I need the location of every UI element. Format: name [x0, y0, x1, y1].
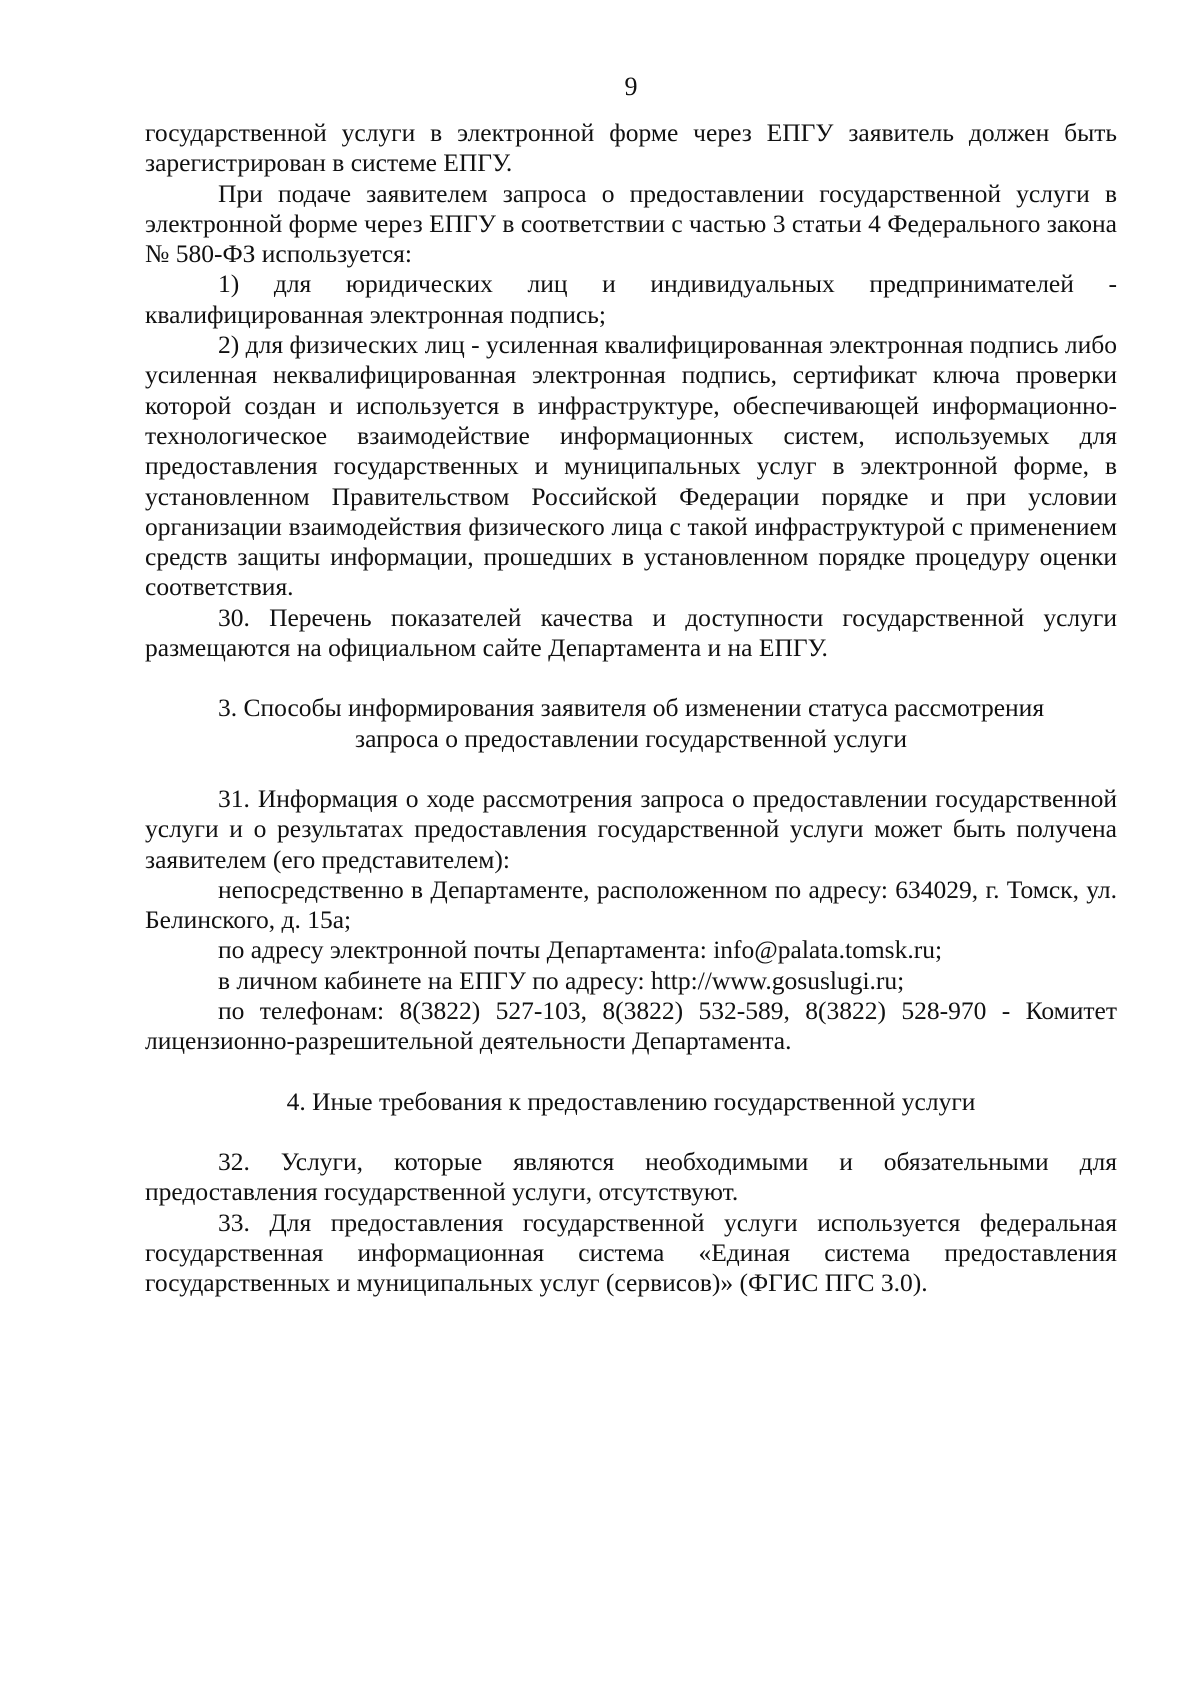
paragraph-address: непосредственно в Департаменте, расположенном по адресу: 634029, г. Томск, ул. Белинского, д. 15а;: [145, 874, 1117, 935]
page-number: 9: [624, 72, 638, 101]
document-page: [145, 72, 1117, 1298]
paragraph-33: 33. Для предоставления государственной услуги используется федеральная государственная информационная система «Единая система предоставления государственных и муниципальных услуг (сервисов)» (ФГИС ПГС 3.0).: [145, 1207, 1117, 1298]
section-3-heading-line-2: запроса о предоставлении государственной услуги: [355, 723, 907, 753]
paragraph-item-2: 2) для физических лиц - усиленная квалифицированная электронная подпись либо усиленная неквалифицированная электронная подпись, сертификат ключа проверки которой создан и используется в инфраструктуре, обеспечивающей информационно-технологическое взаимодействие информационных систем, используемых для предоставления государственных и муниципальных услуг в электронной форме, в установленном Правительством Российской Федерации порядке и при условии организации взаимодействия физического лица с такой инфраструктурой с применением средств защиты информации, прошедших в установленном порядке процедуру оценки соответствия.: [145, 330, 1117, 602]
paragraph-continuation: государственной услуги в электронной форме через ЕПГУ заявитель должен быть зарегистрирован в системе ЕПГУ.: [145, 118, 1117, 178]
paragraph-32: 32. Услуги, которые являются необходимыми и обязательными для предоставления государственной услуги, отсутствуют.: [145, 1146, 1117, 1207]
paragraph-signature-intro: При подаче заявителем запроса о предоставлении государственной услуги в электронной форме через ЕПГУ в соответствии с частью 3 статьи 4 Федерального закона № 580-ФЗ используется:: [145, 178, 1117, 269]
section-4-heading-line: 4. Иные требования к предоставлению государственной услуги: [286, 1086, 976, 1116]
paragraph-31: 31. Информация о ходе рассмотрения запроса о предоставлении государственной услуги и о результатах предоставления государственной услуги может быть получена заявителем (его представителем):: [145, 783, 1117, 874]
paragraph-item-1: 1) для юридических лиц и индивидуальных предпринимателей - квалифицированная электронная подпись;: [145, 269, 1117, 329]
paragraph-email: по адресу электронной почты Департамента: info@palata.tomsk.ru;: [218, 935, 943, 965]
paragraph-30: 30. Перечень показателей качества и доступности государственной услуги размещаются на официальном сайте Департамента и на ЕПГУ.: [145, 602, 1117, 663]
section-3-heading: [145, 693, 1117, 754]
section-3-heading-line-1: 3. Способы информирования заявителя об изменении статуса рассмотрения: [217, 693, 1045, 723]
paragraph-epgu-cabinet: в личном кабинете на ЕПГУ по адресу: http://www.gosuslugi.ru;: [218, 965, 905, 995]
paragraph-phones: по телефонам: 8(3822) 527-103, 8(3822) 532-589, 8(3822) 528-970 - Комитет лицензионно-разрешительной деятельности Департамента.: [145, 996, 1117, 1056]
section-4-heading: [145, 1087, 1117, 1117]
